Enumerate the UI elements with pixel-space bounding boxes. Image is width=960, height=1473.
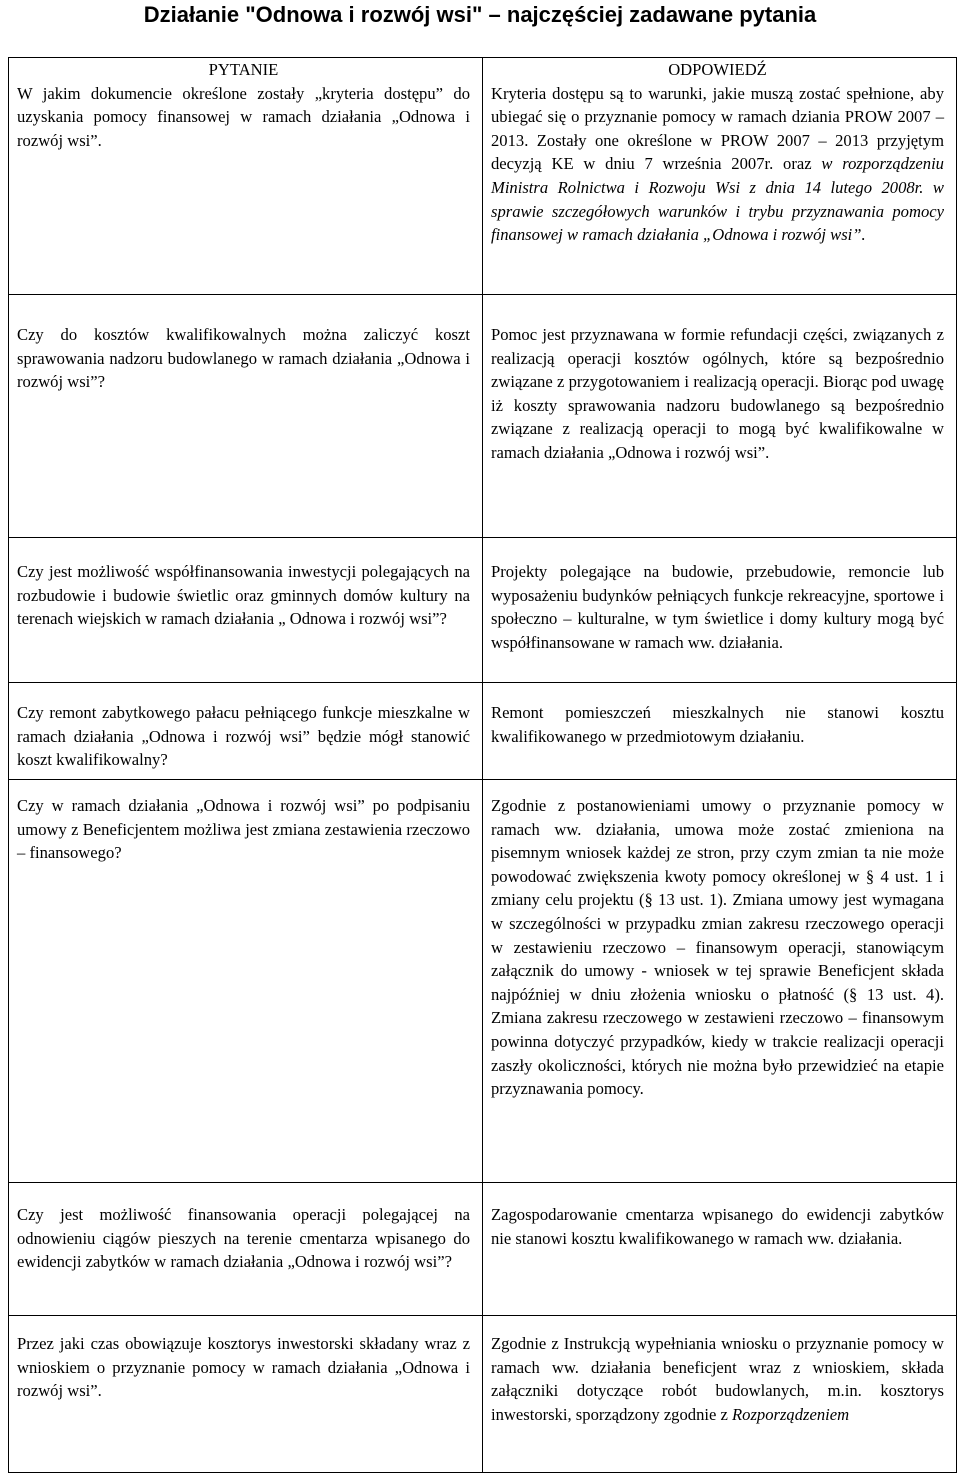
answer-text: Pomoc jest przyznawana w formie refundacji części, związanych z realizacją operacji kosztów ogólnych, które są bezpośrednio związane z przygotowaniem i realizacją operacji. Biorąc pod uwagę iż koszty sprawowania nadzoru budowlanego są bezpośrednio związane z realizacją operacji to mogą być kwalifikowalne w ramach działania „Odnowa i rozwój wsi”. [491,325,944,462]
answer-text-italic: w rozporządzeniu Ministra Rolnictwa i Rozwoju Wsi z dnia 14 lutego 2008r. [491,154,944,197]
question-text: Czy w ramach działania „Odnowa i rozwój wsi” po podpisaniu umowy z Beneficjentem możliwa jest zmiana zestawienia rzeczowo – finansowego? [17,796,470,863]
faq-table [8,57,957,1473]
question-cell [9,1183,483,1316]
answer-cell [483,1316,957,1473]
answer-text-italic: Rozporządzeniem [732,1404,850,1424]
table-row [9,58,957,295]
table-row [9,780,957,1183]
answer-header: ODPOWIEDŹ [668,60,767,79]
table-row [9,683,957,780]
answer-text: Zagospodarowanie cmentarza wpisanego do ewidencji zabytków nie stanowi kosztu kwalifikowanego w ramach ww. działania. [491,1205,944,1248]
table-row [9,1183,957,1316]
answer-cell [483,58,957,295]
question-text: Czy jest możliwość współfinansowania inwestycji polegających na rozbudowie i budowie świetlic oraz gminnych domów kultury na terenach wiejskich w ramach działania „ Odnowa i rozwój wsi”? [17,562,470,629]
answer-text-italic: w sprawie szczegółowych warunków i trybu przyznawania pomocy finansowej w ramach działania „Odnowa i rozwój wsi”. [491,177,945,245]
question-cell [9,58,483,295]
question-cell [9,780,483,1183]
question-cell [9,683,483,780]
page-title: Działanie "Odnowa i rozwój wsi" – najczęściej zadawane pytania [143,2,817,27]
question-cell [9,538,483,683]
table-row [9,1316,957,1473]
question-text: Czy jest możliwość finansowania operacji polegającej na odnowieniu ciągów pieszych na terenie cmentarza wpisanego do ewidencji zabytków w ramach działania „Odnowa i rozwój wsi”? [17,1205,470,1272]
table-row [9,295,957,538]
table-row [9,538,957,683]
answer-cell [483,683,957,780]
answer-cell [483,538,957,683]
question-text: Przez jaki czas obowiązuje kosztorys inwestorski składany wraz z wnioskiem o przyznanie pomocy w ramach działania „Odnowa i rozwój wsi”. [17,1334,470,1401]
answer-cell [483,780,957,1183]
answer-cell [483,1183,957,1316]
answer-text: Zgodnie z postanowieniami umowy o przyznanie pomocy w ramach ww. działania, umowa może zostać zmieniona na pisemnym wniosek każdej ze stron, przy czym zmian ta nie może powodować zwiększenia kwoty pomocy określonej w § 4 ust. 1 i zmiany celu projektu (§ 13 ust. 1). Zmiana umowy jest wymagana w szczególności w przypadku zmian zakresu rzeczowego operacji w zestawieniu rzeczowo – finansowym operacji, stanowiącym załącznik do umowy - wniosek w tej sprawie Beneficjent składa najpóźniej w dniu złożenia wniosku o płatność (§ 13 ust. 4). Zmiana zakresu rzeczowego w zestawieni rzeczowo – finansowym powinna dotyczyć przypadków, kiedy w trakcie realizacji operacji zaszły okoliczności, których nie można było przewidzieć na etapie przyznawania pomocy. [491,796,944,1099]
answer-text: Projekty polegające na budowie, przebudowie, remoncie lub wyposażeniu budynków pełniących funkcje rekreacyjne, sportowe i społeczno – kulturalne, w tym świetlice i domy kultury mogą być współfinansowane w ramach ww. działania. [491,562,944,652]
answer-text: Remont pomieszczeń mieszkalnych nie stanowi kosztu kwalifikowanego w przedmiotowym działaniu. [491,703,944,746]
answer-text: Zgodnie z Instrukcją wypełniania wniosku o przyznanie pomocy w ramach ww. działania beneficjent wraz z wnioskiem, składa załączniki dotyczące robót budowlanych, m.in. kosztorys inwestorski, sporządzony zgodnie z [491,1334,944,1424]
question-text: Czy remont zabytkowego pałacu pełniącego funkcje mieszkalne w ramach działania „Odnowa i rozwój wsi” będzie mógł stanowić koszt kwalifikowalny? [17,703,470,770]
question-text: Czy do kosztów kwalifikowalnych można zaliczyć koszt sprawowania nadzoru budowlanego w ramach działania „Odnowa i rozwój wsi”? [17,325,470,392]
question-cell [9,295,483,538]
answer-cell [483,295,957,538]
question-text: W jakim dokumencie określone zostały „kryteria dostępu” do uzyskania pomocy finansowej w ramach działania „Odnowa i rozwój wsi”. [17,83,470,150]
question-header: PYTANIE [208,60,279,79]
answer-text: Kryteria dostępu są to warunki, jakie muszą zostać spełnione, aby ubiegać się o przyznanie pomocy w ramach dziania PROW 2007 – 2013. Zostały one określone w PROW 2007 – 2013 przyjętym decyzją KE w dniu 7 września 2007r. oraz [491,83,944,174]
question-cell [9,1316,483,1473]
